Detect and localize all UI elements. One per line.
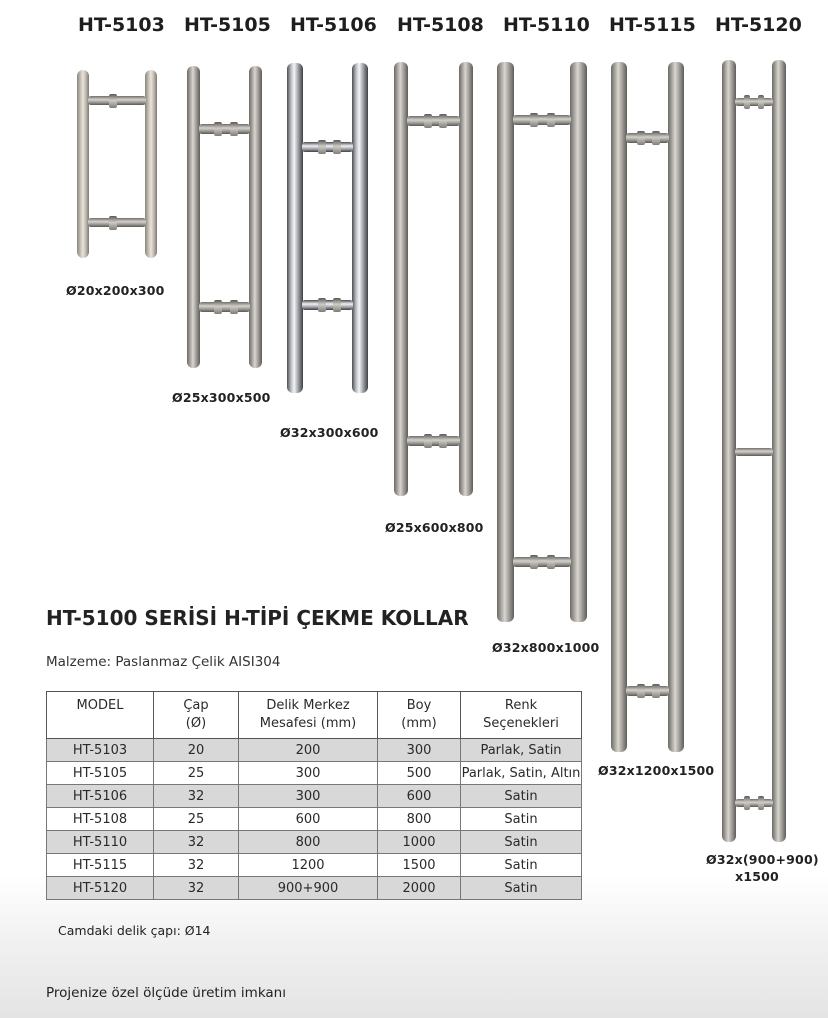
model-title-ht-5106: HT-5106 bbox=[290, 14, 377, 36]
cell-colors: Satin bbox=[461, 785, 582, 808]
cell-model: HT-5108 bbox=[47, 808, 154, 831]
cell-length: 1000 bbox=[378, 831, 461, 854]
cell-colors: Parlak, Satin bbox=[461, 739, 582, 762]
header-model: MODEL bbox=[47, 692, 154, 739]
table-row bbox=[47, 739, 582, 762]
model-title-ht-5115: HT-5115 bbox=[609, 14, 696, 36]
header-diameter: Çap (Ø) bbox=[154, 692, 239, 739]
cell-hole-distance: 300 bbox=[239, 785, 378, 808]
table-row bbox=[47, 854, 582, 877]
header-length: Boy (mm) bbox=[378, 692, 461, 739]
table-row bbox=[47, 785, 582, 808]
cell-length: 600 bbox=[378, 785, 461, 808]
material-label: Malzeme: Paslanmaz Çelik AISI304 bbox=[46, 654, 281, 670]
dimension-ht-5105: Ø25x300x500 bbox=[172, 390, 271, 405]
cell-model: HT-5110 bbox=[47, 831, 154, 854]
cell-model: HT-5106 bbox=[47, 785, 154, 808]
cell-diameter: 32 bbox=[154, 854, 239, 877]
spec-table bbox=[46, 691, 582, 900]
cell-colors: Parlak, Satin, Altın bbox=[461, 762, 582, 785]
cell-length: 1500 bbox=[378, 854, 461, 877]
dimension-ht-5106: Ø32x300x600 bbox=[280, 425, 379, 440]
cell-diameter: 32 bbox=[154, 877, 239, 900]
cell-diameter: 32 bbox=[154, 831, 239, 854]
cell-model: HT-5115 bbox=[47, 854, 154, 877]
spec-table-header bbox=[47, 692, 582, 739]
cell-diameter: 32 bbox=[154, 785, 239, 808]
cell-hole-distance: 300 bbox=[239, 762, 378, 785]
cell-model: HT-5105 bbox=[47, 762, 154, 785]
header-hole-distance: Delik Merkez Mesafesi (mm) bbox=[239, 692, 378, 739]
model-title-ht-5120: HT-5120 bbox=[715, 14, 802, 36]
cell-length: 500 bbox=[378, 762, 461, 785]
dimension-ht-5115: Ø32x1200x1500 bbox=[598, 763, 715, 778]
model-title-ht-5103: HT-5103 bbox=[78, 14, 165, 36]
model-title-ht-5110: HT-5110 bbox=[503, 14, 590, 36]
cell-model: HT-5120 bbox=[47, 877, 154, 900]
cell-hole-distance: 200 bbox=[239, 739, 378, 762]
table-row bbox=[47, 762, 582, 785]
dimension-ht-5108: Ø25x600x800 bbox=[385, 520, 484, 535]
dimension-ht-5103: Ø20x200x300 bbox=[66, 283, 165, 298]
cell-length: 2000 bbox=[378, 877, 461, 900]
cell-model: HT-5103 bbox=[47, 739, 154, 762]
cell-diameter: 25 bbox=[154, 762, 239, 785]
header-color-options: Renk Seçenekleri bbox=[461, 692, 582, 739]
model-title-ht-5105: HT-5105 bbox=[184, 14, 271, 36]
cell-length: 800 bbox=[378, 808, 461, 831]
cell-hole-distance: 900+900 bbox=[239, 877, 378, 900]
model-title-ht-5108: HT-5108 bbox=[397, 14, 484, 36]
glass-hole-note: Camdaki delik çapı: Ø14 bbox=[58, 923, 211, 938]
dimension-ht-5120-line2: x1500 bbox=[735, 869, 779, 884]
custom-production-note: Projenize özel ölçüde üretim imkanı bbox=[46, 985, 286, 1001]
cell-colors: Satin bbox=[461, 831, 582, 854]
dimension-ht-5120 bbox=[706, 852, 819, 884]
table-row bbox=[47, 808, 582, 831]
cell-hole-distance: 1200 bbox=[239, 854, 378, 877]
cell-colors: Satin bbox=[461, 877, 582, 900]
section-title: HT-5100 SERİSİ H-TİPİ ÇEKME KOLLAR bbox=[46, 606, 469, 630]
cell-diameter: 25 bbox=[154, 808, 239, 831]
dimension-ht-5120-line1: Ø32x(900+900) bbox=[706, 852, 819, 867]
cell-diameter: 20 bbox=[154, 739, 239, 762]
dimension-ht-5110: Ø32x800x1000 bbox=[492, 640, 600, 655]
cell-hole-distance: 600 bbox=[239, 808, 378, 831]
cell-hole-distance: 800 bbox=[239, 831, 378, 854]
cell-colors: Satin bbox=[461, 808, 582, 831]
table-row bbox=[47, 877, 582, 900]
cell-colors: Satin bbox=[461, 854, 582, 877]
cell-length: 300 bbox=[378, 739, 461, 762]
table-row bbox=[47, 831, 582, 854]
